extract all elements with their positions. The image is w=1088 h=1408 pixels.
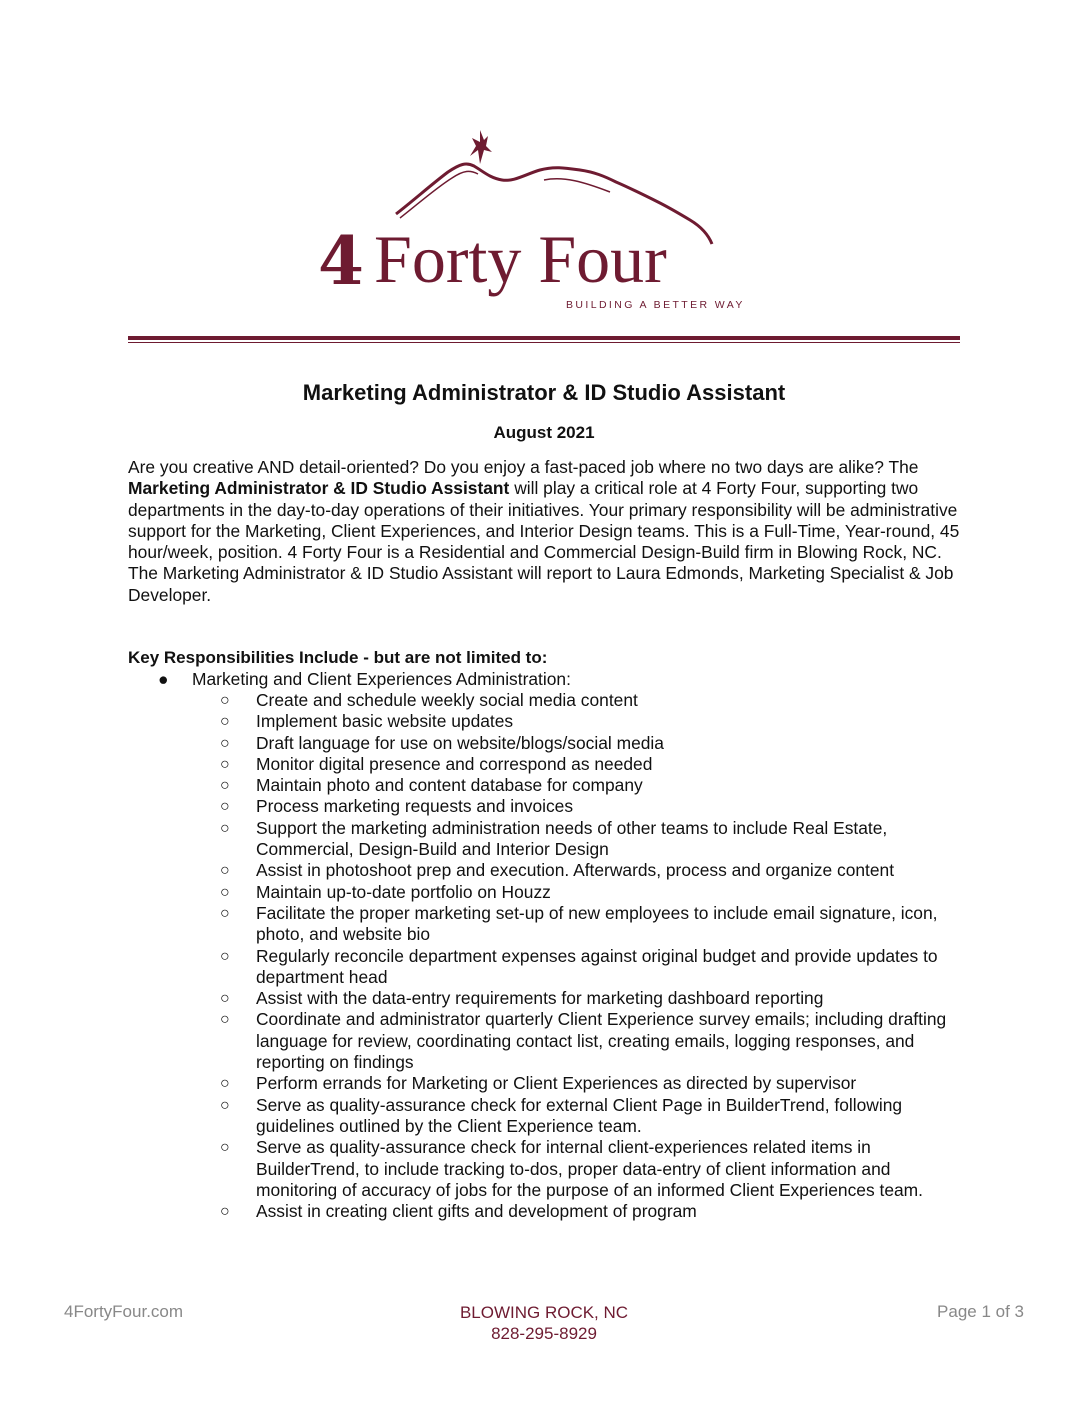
- footer-contact: [404, 1302, 684, 1344]
- bullet-marker: ●: [158, 669, 169, 689]
- sub-bullet-marker: ○: [220, 819, 230, 837]
- sub-bullet-marker: ○: [220, 692, 230, 709]
- list-item: [128, 1095, 968, 1138]
- list-item: [128, 690, 968, 711]
- list-item-text: Serve as quality-assurance check for internal client-experiences related items in BuilderTrend, to include tracking to-dos, proper data-entry of client information and monitoring of accuracy of jobs for the purpose of an informed Client Experiences team.: [256, 1137, 923, 1200]
- sub-bullet-marker: ○: [220, 713, 230, 731]
- sub-bullet-marker: ○: [220, 1075, 230, 1093]
- sub-bullet-marker: ○: [220, 990, 230, 1008]
- sub-bullet-marker: ○: [220, 755, 230, 773]
- key-responsibilities-heading: Key Responsibilities Include - but are not limited to:: [128, 648, 548, 667]
- list-item: [128, 754, 968, 775]
- sub-bullet-marker: ○: [220, 904, 230, 922]
- list-item-text: Monitor digital presence and correspond as needed: [256, 753, 653, 774]
- list-item-text: Assist with the data-entry requirements for marketing dashboard reporting: [256, 988, 824, 1009]
- list-item-text: Process marketing requests and invoices: [256, 796, 574, 817]
- header-divider-thin: [128, 342, 960, 343]
- document-title: Marketing Administrator & ID Studio Assistant: [302, 380, 786, 405]
- list-item-text: Serve as quality-assurance check for external Client Page in BuilderTrend, following guidelines outlined by the Client Experience team.: [256, 1094, 903, 1136]
- responsibilities-list: [128, 690, 968, 1222]
- list-item: [128, 882, 968, 903]
- sub-bullet-marker: ○: [220, 862, 230, 880]
- sub-bullet-marker: ○: [220, 947, 230, 965]
- sub-bullet-marker: ○: [220, 1203, 230, 1221]
- list-item: [128, 1137, 968, 1201]
- document-date: August 2021: [493, 423, 595, 442]
- sub-bullet-marker: ○: [220, 1139, 230, 1157]
- list-item: [128, 711, 968, 732]
- list-item: [128, 903, 968, 946]
- list-item: [128, 775, 968, 796]
- intro-paragraph: [128, 457, 968, 606]
- list-item-text: Implement basic website updates: [256, 711, 514, 732]
- list-item-text: Maintain up-to-date portfolio on Houzz: [256, 881, 551, 902]
- list-item-text: Assist in photoshoot prep and execution. Afterwards, process and organize content: [256, 860, 895, 881]
- sub-bullet-marker: ○: [220, 777, 230, 795]
- page-number: Page 1 of 3: [937, 1302, 1024, 1321]
- list-item: [128, 733, 968, 754]
- footer-location: BLOWING ROCK, NC: [459, 1303, 629, 1322]
- logo-tagline: BUILDING A BETTER WAY: [566, 299, 745, 311]
- list-item-text: Coordinate and administrator quarterly Client Experience survey emails; including drafting language for review, coordinating contact list, creating emails, logging responses, and reporting on findings: [256, 1009, 947, 1073]
- sub-bullet-marker: ○: [220, 798, 230, 816]
- intro-text-end: will play a critical role at 4 Forty Four, supporting two departments in the day-to-day operations of their initiatives. Your primary responsibility will be administrative support for the Marketing, Client Experiences, and Interior Design teams. This is a Full-Time, Year-round, 45 hour/week, position. 4 Forty Four is a Residential and Commercial Design-Build firm in Blowing Rock, NC. The Marketing Administrator & ID Studio Assistant will report to Laura Edmonds, Marketing Specialist & Job Developer.: [128, 478, 960, 605]
- list-item-text: Create and schedule weekly social media content: [256, 690, 638, 710]
- sub-bullet-marker: ○: [220, 1011, 230, 1029]
- list-item: [128, 1009, 968, 1073]
- intro-role-name: Marketing Administrator & ID Studio Assistant: [128, 478, 510, 499]
- logo-number: 4: [318, 222, 364, 300]
- list-item: [128, 796, 968, 817]
- sub-bullet-marker: ○: [220, 883, 230, 901]
- header-divider-thick: [128, 336, 960, 340]
- sub-bullet-marker: ○: [220, 1096, 230, 1114]
- intro-text-start: Are you creative AND detail-oriented? Do you enjoy a fast-paced job where no two days are alike? The: [128, 457, 919, 477]
- sub-bullet-marker: ○: [220, 734, 230, 752]
- list-item: [128, 1201, 968, 1222]
- company-logo: [314, 122, 774, 322]
- list-item-text: Assist in creating client gifts and development of program: [256, 1201, 697, 1222]
- list-item-text: Perform errands for Marketing or Client Experiences as directed by supervisor: [256, 1073, 857, 1094]
- list-item-text: Maintain photo and content database for company: [256, 775, 643, 796]
- footer-phone[interactable]: 828-295-8929: [491, 1324, 597, 1343]
- list-item: [128, 988, 968, 1009]
- footer-website[interactable]: 4FortyFour.com: [64, 1302, 184, 1321]
- list-item: [128, 818, 968, 861]
- list-item-text: Facilitate the proper marketing set-up of new employees to include email signature, icon, photo, and website bio: [256, 902, 938, 945]
- mountain-bird-logo-icon: [314, 122, 774, 322]
- list-item: [128, 860, 968, 881]
- list-item-text: Support the marketing administration needs of other teams to include Real Estate, Commercial, Design-Build and Interior Design: [256, 817, 888, 860]
- list-item: [128, 946, 968, 989]
- list-item-text: Draft language for use on website/blogs/social media: [256, 732, 664, 753]
- list-item: [128, 1073, 968, 1094]
- section-label: Marketing and Client Experiences Administration:: [192, 669, 571, 689]
- list-item-text: Regularly reconcile department expenses against original budget and provide updates to department head: [256, 945, 938, 987]
- logo-name: Forty Four: [374, 221, 667, 297]
